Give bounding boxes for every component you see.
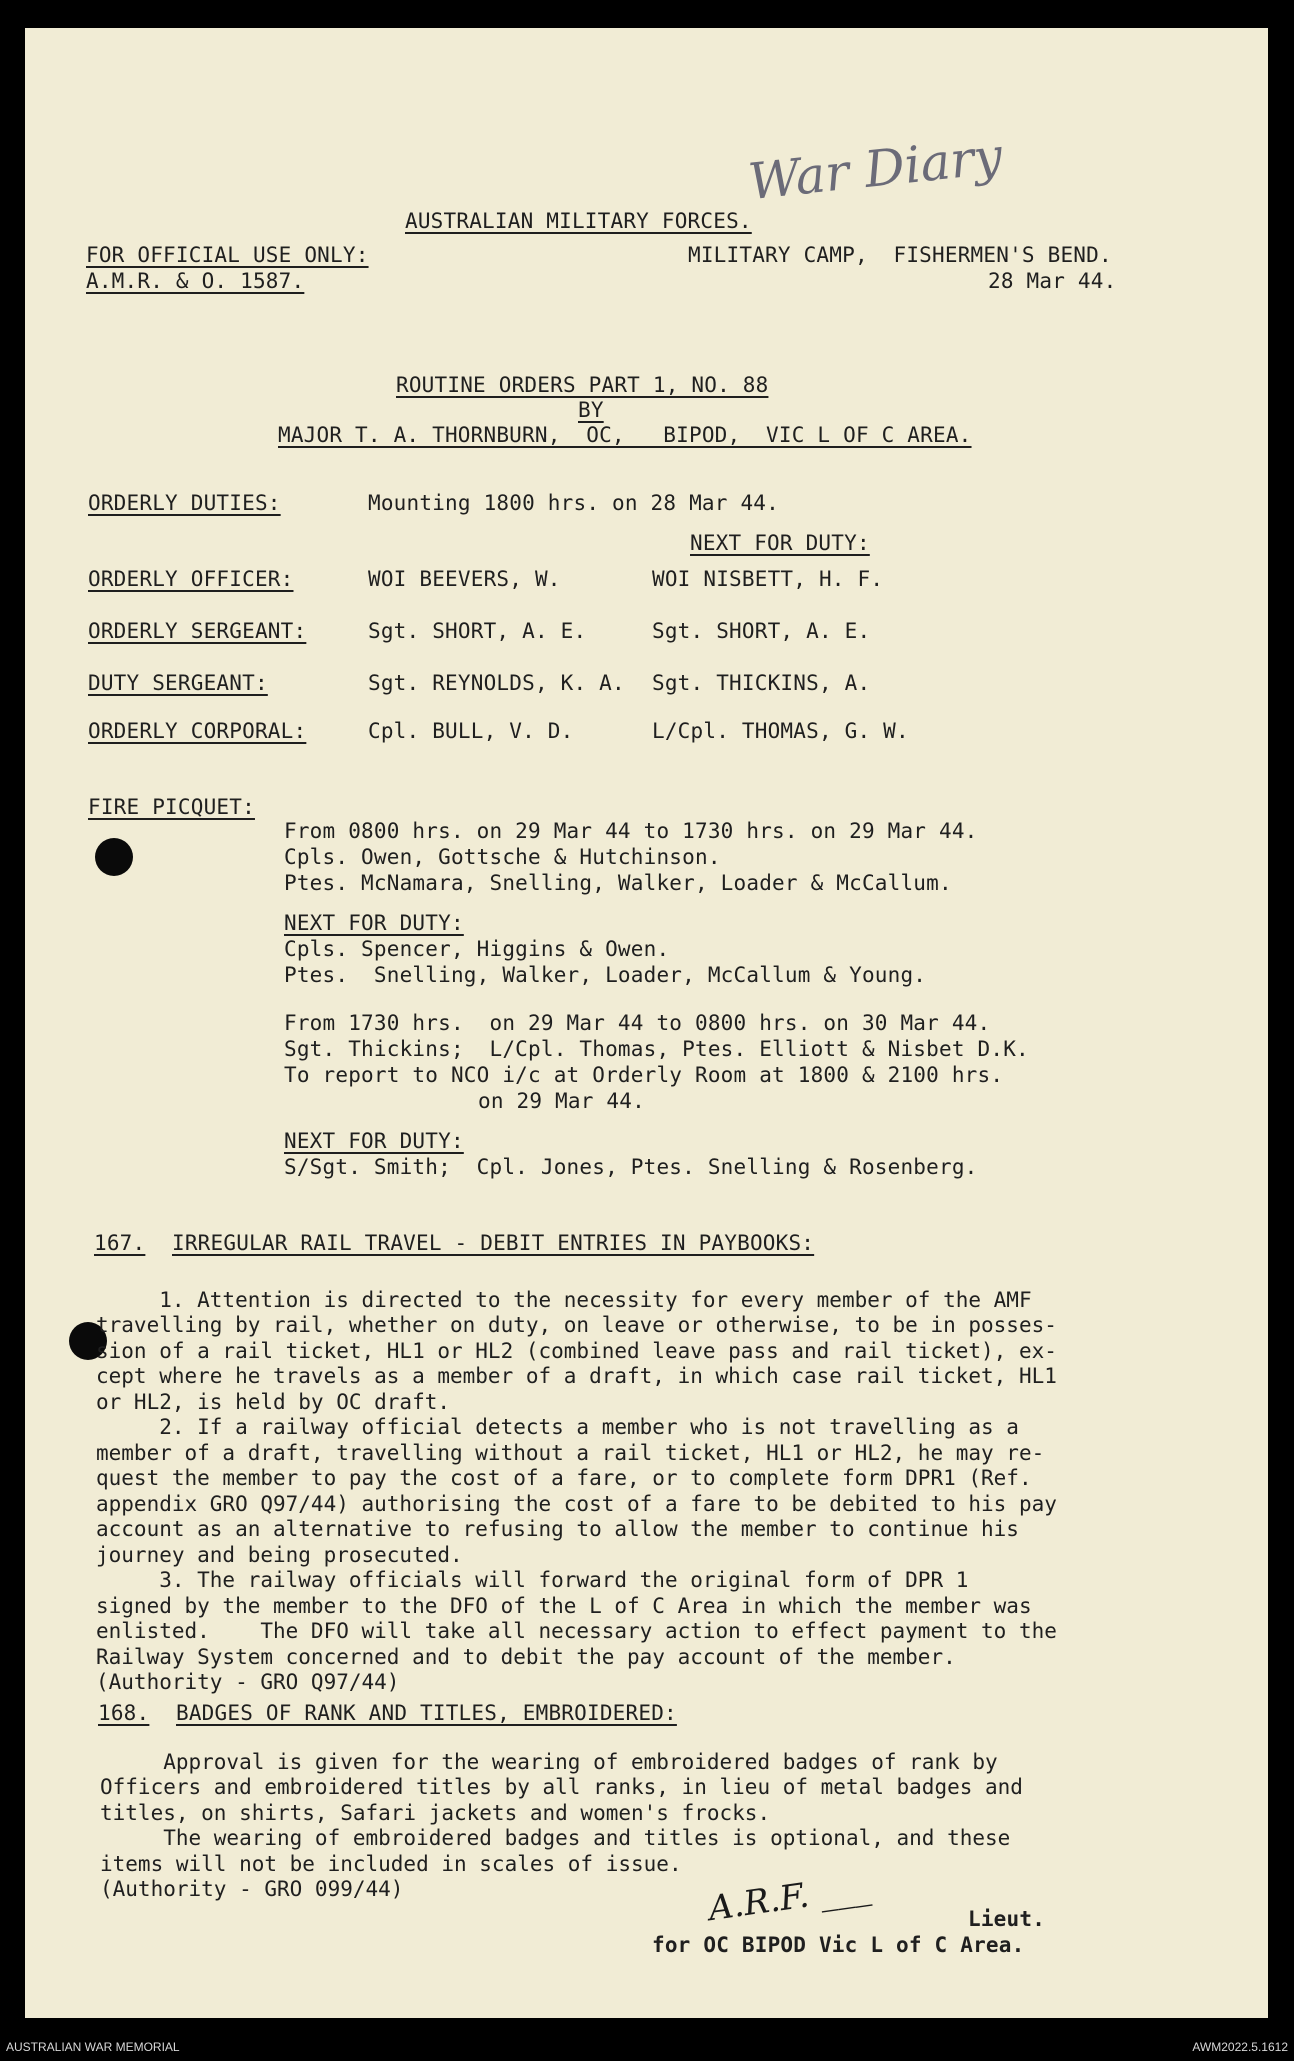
- duty-next: L/Cpl. THOMAS, G. W.: [652, 719, 909, 743]
- body-line: quest the member to pay the cost of a fare, or to complete form DPR1 (Ref.: [96, 1466, 1032, 1490]
- official-use-label: FOR OFFICIAL USE ONLY:: [86, 243, 369, 267]
- picquet-line: Cpls. Owen, Gottsche & Hutchinson.: [284, 845, 721, 869]
- item-heading: IRREGULAR RAIL TRAVEL - DEBIT ENTRIES IN PAYBOOKS:: [172, 1231, 815, 1255]
- footer-archive: AUSTRALIAN WAR MEMORIAL: [6, 2040, 180, 2054]
- signature: A.R.F. ___: [706, 1866, 873, 1930]
- picquet-line: Ptes. Snelling, Walker, Loader, McCallum & Young.: [284, 963, 927, 987]
- duty-role: DUTY SERGEANT:: [88, 671, 268, 695]
- body-line: member of a draft, travelling without a rail ticket, HL1 or HL2, he may re-: [96, 1440, 1045, 1465]
- body-line: Approval is given for the wearing of embroidered badges of rank by: [100, 1749, 998, 1774]
- orders-title: ROUTINE ORDERS PART 1, NO. 88: [396, 373, 769, 397]
- item-number: 168.: [98, 1701, 150, 1725]
- body-line: cept where he travels as a member of a draft, in which case rail ticket, HL1: [96, 1364, 1057, 1388]
- picquet-line: Sgt. Thickins; L/Cpl. Thomas, Ptes. Elliott & Nisbet D.K.: [284, 1037, 1029, 1061]
- duty-role: ORDERLY CORPORAL:: [88, 719, 307, 743]
- mounting-time: Mounting 1800 hrs. on 28 Mar 44.: [368, 491, 779, 515]
- body-line: enlisted. The DFO will take all necessary action to effect payment to the: [96, 1619, 1057, 1643]
- duty-current: Cpl. BULL, V. D.: [368, 719, 574, 743]
- picquet-line: Ptes. McNamara, Snelling, Walker, Loader & McCallum.: [284, 871, 952, 895]
- duty-next: Sgt. SHORT, A. E.: [652, 619, 871, 643]
- orders-issuer: MAJOR T. A. THORNBURN, OC, BIPOD, VIC L OF C AREA.: [278, 423, 972, 447]
- body-line: sion of a rail ticket, HL1 or HL2 (combined leave pass and rail ticket), ex-: [96, 1338, 1057, 1363]
- orders-by: BY: [578, 398, 604, 422]
- next-for-duty-heading: NEXT FOR DUTY:: [284, 911, 464, 935]
- body-line: account as an alternative to refusing to allow the member to continue his: [96, 1517, 1019, 1541]
- camp-location: MILITARY CAMP, FISHERMEN'S BEND.: [688, 243, 1112, 267]
- punch-hole: [95, 838, 133, 876]
- body-line: The wearing of embroidered badges and titles is optional, and these: [100, 1826, 1011, 1850]
- amr-reference: A.M.R. & O. 1587.: [86, 269, 305, 293]
- duty-current: WOI BEEVERS, W.: [368, 567, 561, 591]
- duty-current: Sgt. SHORT, A. E.: [368, 619, 587, 643]
- document-date: 28 Mar 44.: [988, 269, 1117, 293]
- duty-role: ORDERLY OFFICER:: [88, 567, 294, 591]
- duty-role: ORDERLY SERGEANT:: [88, 619, 307, 643]
- item-number: 167.: [94, 1231, 146, 1255]
- body-line: Officers and embroidered titles by all ranks, in lieu of metal badges and: [100, 1775, 1023, 1799]
- next-for-duty-heading: NEXT FOR DUTY:: [284, 1129, 464, 1153]
- body-line: (Authority - GRO Q97/44): [96, 1670, 400, 1694]
- next-for-duty-heading: NEXT FOR DUTY:: [690, 531, 870, 555]
- item167-body: [96, 1262, 1057, 1721]
- picquet-line: on 29 Mar 44.: [478, 1089, 645, 1113]
- body-line: (Authority - GRO 099/44): [100, 1877, 404, 1901]
- picquet-line: Cpls. Spencer, Higgins & Owen.: [284, 937, 670, 961]
- item-heading: BADGES OF RANK AND TITLES, EMBROIDERED:: [176, 1701, 677, 1725]
- body-line: appendix GRO Q97/44) authorising the cost of a fare to be debited to his pay: [96, 1491, 1057, 1516]
- handwritten-annotation: War Diary: [745, 126, 1006, 212]
- body-line: signed by the member to the DFO of the L of C Area in which the member was: [96, 1593, 1032, 1618]
- fire-picquet-label: FIRE PICQUET:: [88, 795, 255, 819]
- footer-reference: AWM2022.5.1612: [1192, 2040, 1288, 2054]
- body-line: 2. If a railway official detects a member who is not travelling as a: [96, 1415, 1019, 1439]
- picquet-line: S/Sgt. Smith; Cpl. Jones, Ptes. Snelling & Rosenberg.: [284, 1155, 978, 1179]
- picquet-line: From 0800 hrs. on 29 Mar 44 to 1730 hrs. on 29 Mar 44.: [284, 819, 978, 843]
- force-heading: AUSTRALIAN MILITARY FORCES.: [405, 209, 752, 233]
- picquet-line: To report to NCO i/c at Orderly Room at 1800 & 2100 hrs.: [284, 1063, 1004, 1087]
- body-line: titles, on shirts, Safari jackets and women's frocks.: [100, 1800, 771, 1825]
- duty-next: Sgt. THICKINS, A.: [652, 671, 871, 695]
- body-line: journey and being prosecuted.: [96, 1542, 463, 1567]
- duties-label: ORDERLY DUTIES:: [88, 491, 281, 515]
- body-line: 1. Attention is directed to the necessity for every member of the AMF: [96, 1287, 1032, 1312]
- body-line: Railway System concerned and to debit the pay account of the member.: [96, 1644, 956, 1669]
- duty-next: WOI NISBETT, H. F.: [652, 567, 884, 591]
- signatory-rank: Lieut.: [968, 1907, 1046, 1931]
- duty-current: Sgt. REYNOLDS, K. A.: [368, 671, 625, 695]
- picquet-line: From 1730 hrs. on 29 Mar 44 to 0800 hrs. on 30 Mar 44.: [284, 1011, 991, 1035]
- body-line: items will not be included in scales of issue.: [100, 1851, 682, 1876]
- body-line: or HL2, is held by OC draft.: [96, 1389, 451, 1414]
- body-line: travelling by rail, whether on duty, on leave or otherwise, to be in posses-: [96, 1313, 1057, 1337]
- body-line: 3. The railway officials will forward the original form of DPR 1: [96, 1568, 969, 1592]
- item168-body: [100, 1724, 1023, 1928]
- signatory-unit: for OC BIPOD Vic L of C Area.: [652, 1933, 1025, 1957]
